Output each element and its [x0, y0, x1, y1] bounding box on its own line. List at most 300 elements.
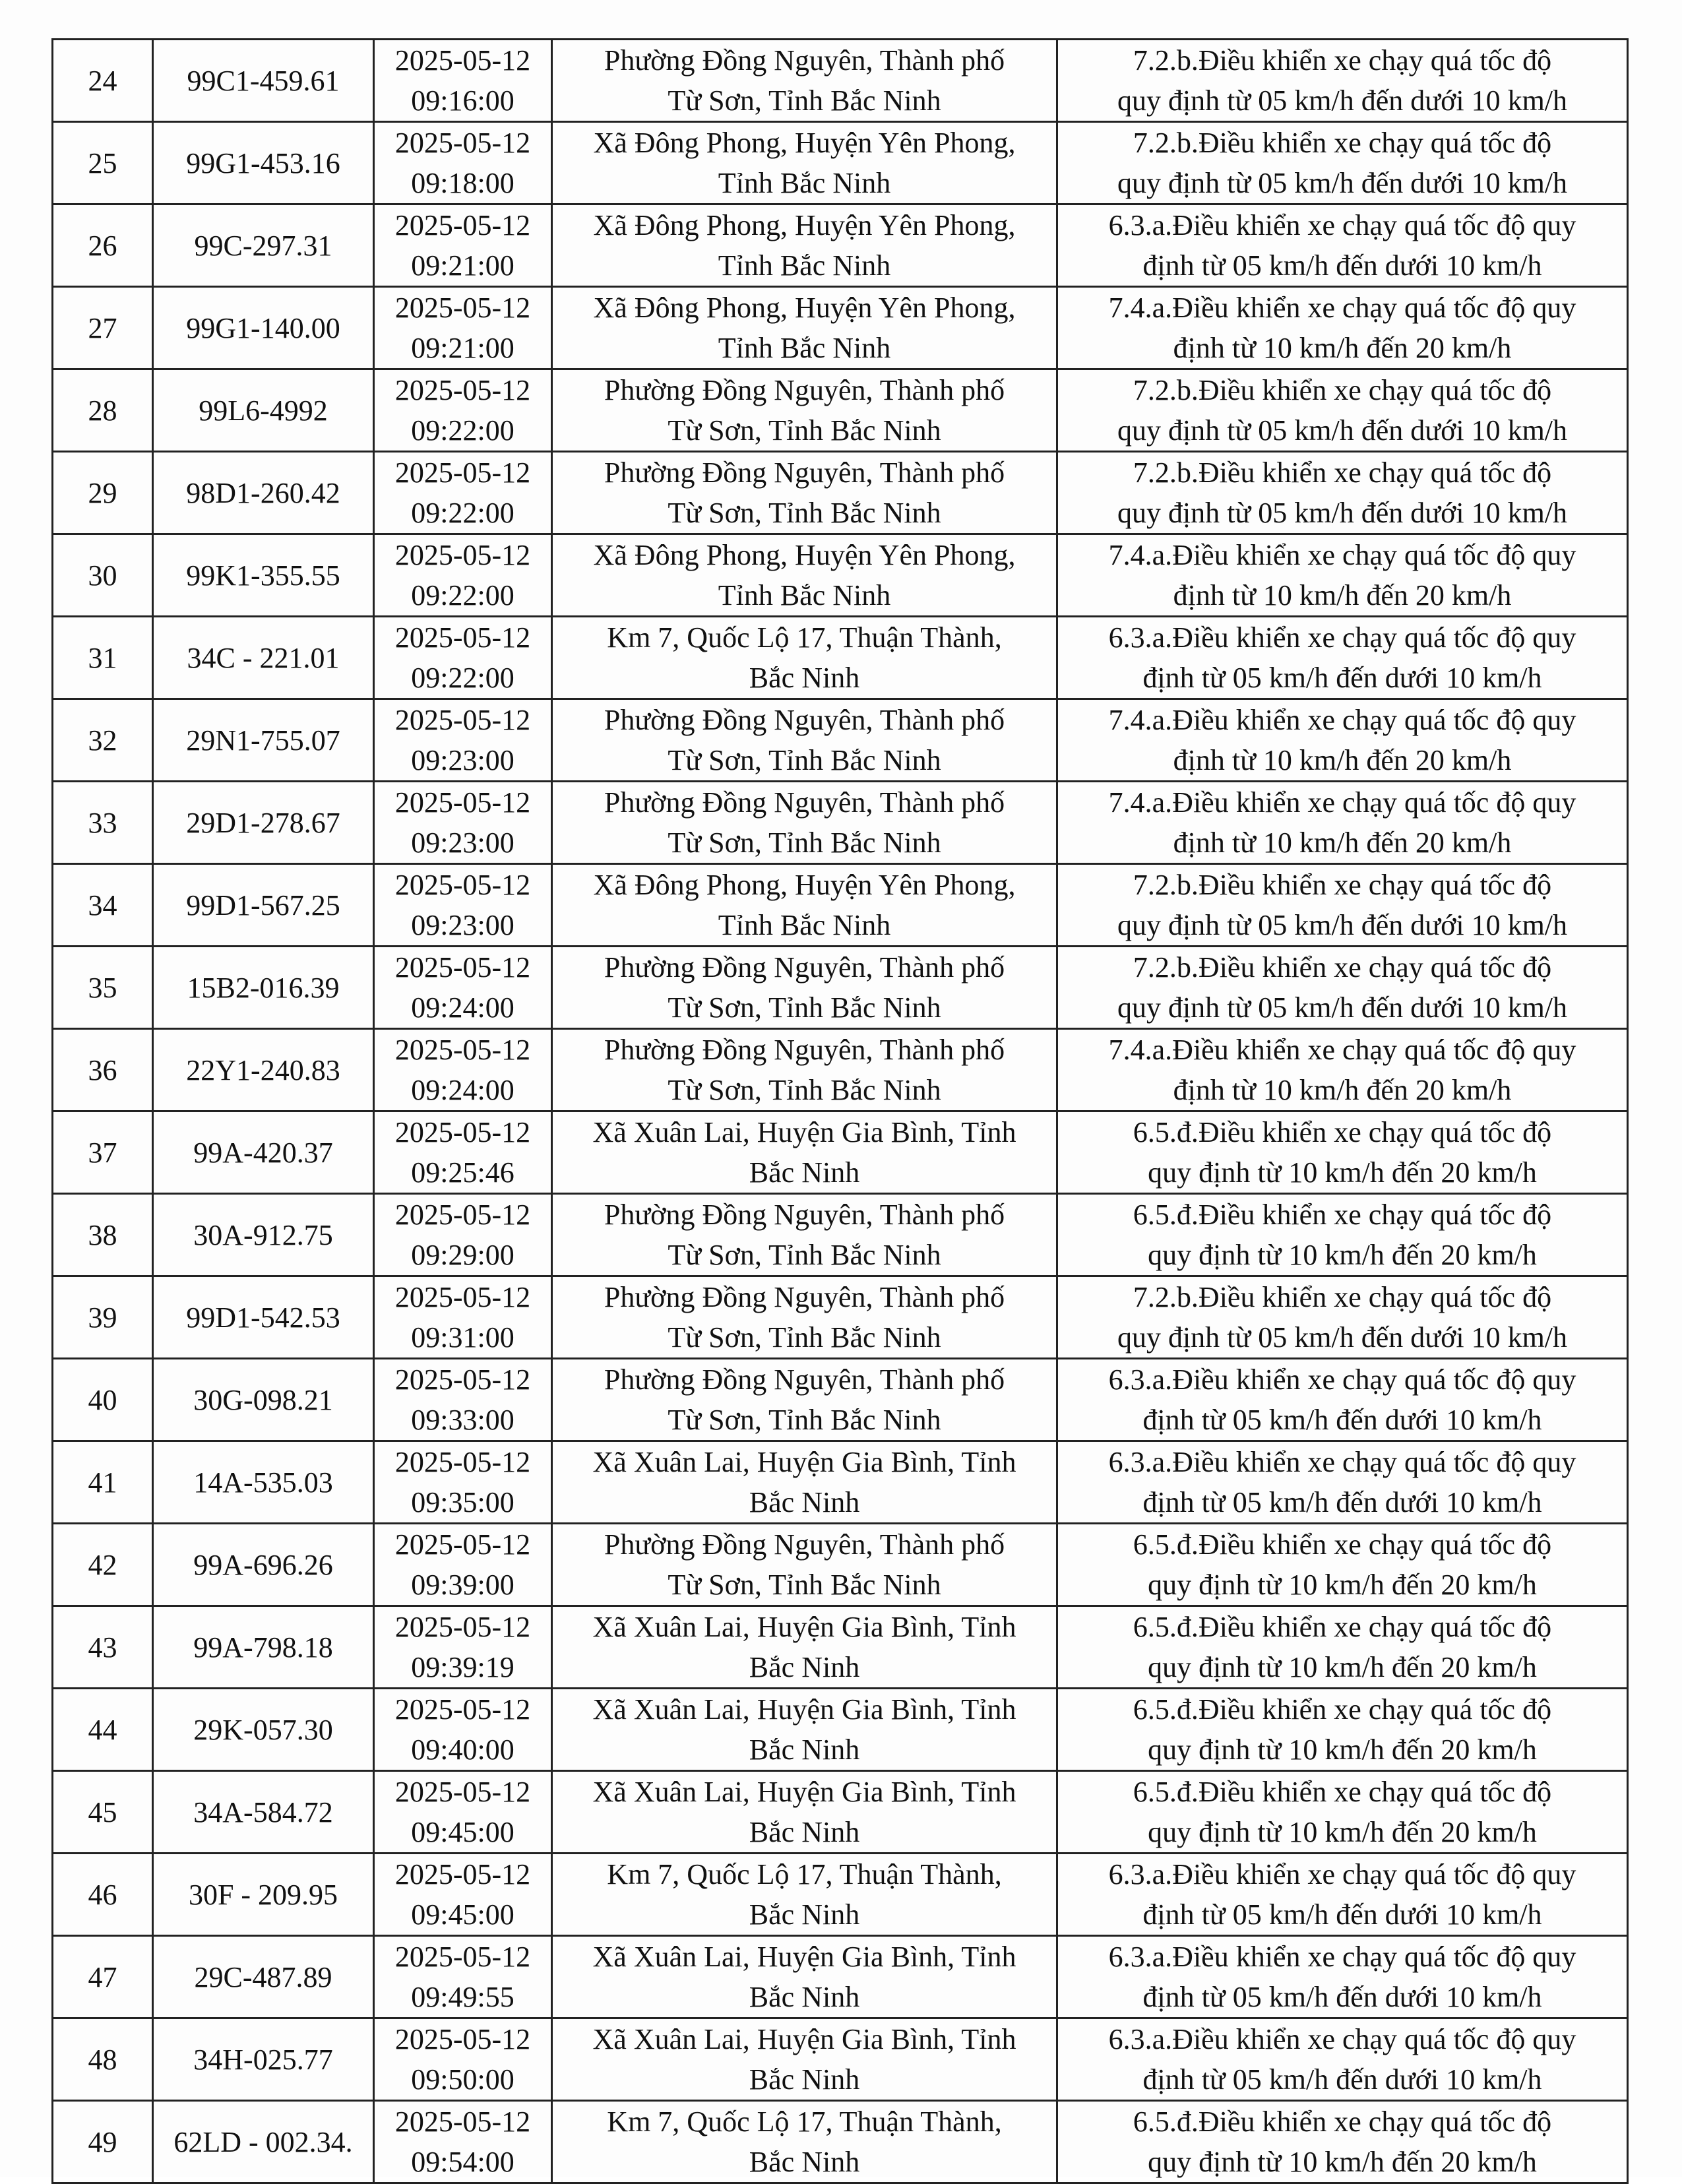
- row-number-cell: [53, 452, 153, 534]
- location-cell-text: Bắc Ninh: [749, 1733, 860, 1766]
- license-plate-cell: [153, 1111, 374, 1194]
- license-plate-cell-text: 29K-057.30: [193, 1713, 333, 1746]
- table-row: [53, 452, 1628, 534]
- timestamp-cell: [374, 1771, 552, 1854]
- row-number-cell-text: 49: [88, 2125, 117, 2158]
- location-cell: [552, 452, 1057, 534]
- license-plate-cell-text: 34A-584.72: [193, 1795, 333, 1828]
- license-plate-cell-text: 99A-696.26: [193, 1548, 333, 1581]
- violation-cell-text: 7.2.b.Điều khiển xe chạy quá tốc độ: [1133, 374, 1552, 406]
- location-cell: [552, 864, 1057, 947]
- license-plate-cell: [153, 947, 374, 1029]
- location-cell-text: Tỉnh Bắc Ninh: [718, 579, 891, 611]
- timestamp-cell-text: 2025-05-12: [394, 1858, 531, 1890]
- location-cell: [552, 1524, 1057, 1606]
- row-number-cell: [53, 2018, 153, 2101]
- timestamp-cell: [374, 1194, 552, 1276]
- location-cell-text: Km 7, Quốc Lộ 17, Thuận Thành,: [607, 2106, 1002, 2138]
- timestamp-cell-text: 09:39:00: [411, 1569, 514, 1601]
- location-cell-text: Bắc Ninh: [749, 2146, 860, 2178]
- license-plate-cell-text: 30F - 209.95: [188, 1878, 338, 1911]
- violations-table: [51, 38, 1629, 2184]
- row-number-cell-text: 36: [88, 1053, 117, 1086]
- timestamp-cell-text: 09:18:00: [411, 167, 514, 199]
- location-cell-text: Xã Xuân Lai, Huyện Gia Bình, Tỉnh: [592, 2023, 1016, 2055]
- table-row: [53, 1359, 1628, 1441]
- table-row: [53, 1276, 1628, 1359]
- violation-cell: [1057, 287, 1628, 369]
- location-cell: [552, 2101, 1057, 2183]
- row-number-cell: [53, 2101, 153, 2183]
- violation-cell-text: 6.5.đ.Điều khiển xe chạy quá tốc độ: [1133, 1611, 1552, 1643]
- row-number-cell-text: 29: [88, 476, 117, 509]
- row-number-cell-text: 25: [88, 146, 117, 179]
- location-cell-text: Từ Sơn, Tỉnh Bắc Ninh: [668, 827, 941, 859]
- location-cell: [552, 1606, 1057, 1689]
- violation-cell-text: định từ 05 km/h đến dưới 10 km/h: [1142, 2063, 1542, 2096]
- row-number-cell-text: 37: [88, 1136, 117, 1169]
- timestamp-cell-text: 2025-05-12: [394, 1446, 531, 1478]
- timestamp-cell: [374, 699, 552, 782]
- violation-cell: [1057, 1606, 1628, 1689]
- violation-cell-text: 6.5.đ.Điều khiển xe chạy quá tốc độ: [1133, 1776, 1552, 1808]
- location-cell: [552, 122, 1057, 204]
- location-cell: [552, 1936, 1057, 2018]
- violation-cell-text: quy định từ 10 km/h đến 20 km/h: [1148, 1239, 1537, 1271]
- license-plate-cell: [153, 1276, 374, 1359]
- row-number-cell-text: 45: [88, 1795, 117, 1828]
- location-cell-text: Bắc Ninh: [749, 1816, 860, 1848]
- timestamp-cell: [374, 1111, 552, 1194]
- violation-cell-text: 6.5.đ.Điều khiển xe chạy quá tốc độ: [1133, 1528, 1552, 1561]
- row-number-cell: [53, 1606, 153, 1689]
- timestamp-cell-text: 09:45:00: [411, 1898, 514, 1931]
- timestamp-cell: [374, 1689, 552, 1771]
- location-cell-text: Xã Đông Phong, Huyện Yên Phong,: [593, 292, 1016, 324]
- timestamp-cell: [374, 1936, 552, 2018]
- timestamp-cell: [374, 452, 552, 534]
- license-plate-cell: [153, 122, 374, 204]
- timestamp-cell-text: 2025-05-12: [394, 2106, 531, 2138]
- table-row: [53, 1441, 1628, 1524]
- timestamp-cell-text: 09:21:00: [411, 249, 514, 282]
- location-cell-text: Phường Đồng Nguyên, Thành phố: [604, 704, 1005, 736]
- location-cell: [552, 1276, 1057, 1359]
- timestamp-cell-text: 2025-05-12: [394, 44, 531, 77]
- timestamp-cell-text: 2025-05-12: [394, 951, 531, 983]
- violation-cell-text: quy định từ 05 km/h đến dưới 10 km/h: [1117, 84, 1568, 117]
- violation-cell-text: quy định từ 10 km/h đến 20 km/h: [1148, 2146, 1537, 2178]
- timestamp-cell-text: 09:22:00: [411, 414, 514, 447]
- violation-cell-text: 7.4.a.Điều khiển xe chạy quá tốc độ quy: [1108, 786, 1576, 819]
- license-plate-cell: [153, 699, 374, 782]
- license-plate-cell: [153, 534, 374, 617]
- violation-cell-text: quy định từ 05 km/h đến dưới 10 km/h: [1117, 414, 1568, 447]
- table-row: [53, 204, 1628, 287]
- location-cell-text: Từ Sơn, Tỉnh Bắc Ninh: [668, 1239, 941, 1271]
- license-plate-cell: [153, 287, 374, 369]
- license-plate-cell-text: 99D1-567.25: [186, 889, 340, 921]
- location-cell: [552, 369, 1057, 452]
- location-cell: [552, 1111, 1057, 1194]
- license-plate-cell: [153, 617, 374, 699]
- violation-cell-text: 7.4.a.Điều khiển xe chạy quá tốc độ quy: [1108, 704, 1576, 736]
- violation-cell-text: quy định từ 10 km/h đến 20 km/h: [1148, 1569, 1537, 1601]
- violation-cell-text: định từ 05 km/h đến dưới 10 km/h: [1142, 1981, 1542, 2013]
- license-plate-cell-text: 99G1-140.00: [186, 311, 340, 344]
- license-plate-cell-text: 30G-098.21: [193, 1383, 333, 1416]
- license-plate-cell-text: 99L6-4992: [199, 394, 328, 427]
- license-plate-cell: [153, 1029, 374, 1111]
- row-number-cell: [53, 947, 153, 1029]
- license-plate-cell-text: 98D1-260.42: [186, 476, 340, 509]
- location-cell-text: Phường Đồng Nguyên, Thành phố: [604, 1281, 1005, 1313]
- row-number-cell: [53, 534, 153, 617]
- row-number-cell-text: 42: [88, 1548, 117, 1581]
- violation-cell: [1057, 1194, 1628, 1276]
- row-number-cell: [53, 1524, 153, 1606]
- row-number-cell: [53, 1936, 153, 2018]
- license-plate-cell: [153, 2101, 374, 2183]
- timestamp-cell-text: 2025-05-12: [394, 1941, 531, 1973]
- violation-cell-text: 7.4.a.Điều khiển xe chạy quá tốc độ quy: [1108, 539, 1576, 571]
- timestamp-cell: [374, 864, 552, 947]
- violation-cell: [1057, 122, 1628, 204]
- timestamp-cell-text: 2025-05-12: [394, 786, 531, 819]
- row-number-cell: [53, 1276, 153, 1359]
- timestamp-cell: [374, 1276, 552, 1359]
- violation-cell: [1057, 947, 1628, 1029]
- location-cell: [552, 40, 1057, 122]
- row-number-cell: [53, 287, 153, 369]
- row-number-cell: [53, 1194, 153, 1276]
- table-row: [53, 1854, 1628, 1936]
- location-cell-text: Tỉnh Bắc Ninh: [718, 167, 891, 199]
- license-plate-cell: [153, 1936, 374, 2018]
- violation-cell-text: 7.2.b.Điều khiển xe chạy quá tốc độ: [1133, 127, 1552, 159]
- location-cell-text: Phường Đồng Nguyên, Thành phố: [604, 1528, 1005, 1561]
- row-number-cell-text: 32: [88, 724, 117, 757]
- location-cell: [552, 1854, 1057, 1936]
- violation-cell-text: định từ 05 km/h đến dưới 10 km/h: [1142, 1486, 1542, 1518]
- violation-cell-text: 6.3.a.Điều khiển xe chạy quá tốc độ quy: [1108, 209, 1576, 241]
- timestamp-cell-text: 09:22:00: [411, 579, 514, 611]
- location-cell: [552, 782, 1057, 864]
- timestamp-cell: [374, 1606, 552, 1689]
- license-plate-cell-text: 22Y1-240.83: [186, 1053, 340, 1086]
- license-plate-cell: [153, 864, 374, 947]
- timestamp-cell: [374, 2018, 552, 2101]
- timestamp-cell-text: 09:40:00: [411, 1733, 514, 1766]
- location-cell-text: Từ Sơn, Tỉnh Bắc Ninh: [668, 414, 941, 447]
- violation-cell-text: 6.5.đ.Điều khiển xe chạy quá tốc độ: [1133, 1199, 1552, 1231]
- table-row: [53, 617, 1628, 699]
- row-number-cell: [53, 1111, 153, 1194]
- location-cell-text: Xã Đông Phong, Huyện Yên Phong,: [593, 209, 1016, 241]
- location-cell-text: Bắc Ninh: [749, 2063, 860, 2096]
- license-plate-cell: [153, 1854, 374, 1936]
- license-plate-cell: [153, 782, 374, 864]
- timestamp-cell-text: 2025-05-12: [394, 1116, 531, 1148]
- timestamp-cell-text: 09:50:00: [411, 2063, 514, 2096]
- license-plate-cell-text: 29N1-755.07: [186, 724, 340, 757]
- violation-cell-text: 6.5.đ.Điều khiển xe chạy quá tốc độ: [1133, 1116, 1552, 1148]
- license-plate-cell: [153, 1771, 374, 1854]
- timestamp-cell-text: 2025-05-12: [394, 1034, 531, 1066]
- location-cell-text: Xã Xuân Lai, Huyện Gia Bình, Tỉnh: [592, 1611, 1016, 1643]
- violation-cell-text: 7.2.b.Điều khiển xe chạy quá tốc độ: [1133, 1281, 1552, 1313]
- timestamp-cell: [374, 122, 552, 204]
- row-number-cell: [53, 369, 153, 452]
- timestamp-cell: [374, 1029, 552, 1111]
- row-number-cell: [53, 1689, 153, 1771]
- row-number-cell-text: 38: [88, 1218, 117, 1251]
- license-plate-cell-text: 99C1-459.61: [187, 64, 340, 97]
- violation-cell: [1057, 1854, 1628, 1936]
- row-number-cell: [53, 40, 153, 122]
- license-plate-cell: [153, 1359, 374, 1441]
- location-cell-text: Từ Sơn, Tỉnh Bắc Ninh: [668, 84, 941, 117]
- table-row: [53, 122, 1628, 204]
- violation-cell-text: quy định từ 05 km/h đến dưới 10 km/h: [1117, 167, 1568, 199]
- license-plate-cell: [153, 1606, 374, 1689]
- timestamp-cell-text: 09:49:55: [411, 1981, 514, 2013]
- timestamp-cell-text: 09:23:00: [411, 909, 514, 941]
- table-row: [53, 1689, 1628, 1771]
- violation-cell: [1057, 534, 1628, 617]
- row-number-cell-text: 24: [88, 64, 117, 97]
- violation-cell: [1057, 1029, 1628, 1111]
- table-row: [53, 1194, 1628, 1276]
- timestamp-cell-text: 09:31:00: [411, 1321, 514, 1354]
- violation-cell-text: 6.3.a.Điều khiển xe chạy quá tốc độ quy: [1108, 1363, 1576, 1396]
- timestamp-cell-text: 2025-05-12: [394, 1693, 531, 1726]
- license-plate-cell-text: 29C-487.89: [194, 1960, 332, 1993]
- violation-cell-text: định từ 10 km/h đến 20 km/h: [1173, 744, 1512, 776]
- violation-cell: [1057, 2101, 1628, 2183]
- violation-cell: [1057, 1936, 1628, 2018]
- license-plate-cell: [153, 1194, 374, 1276]
- location-cell: [552, 2018, 1057, 2101]
- row-number-cell-text: 28: [88, 394, 117, 427]
- violation-cell-text: định từ 05 km/h đến dưới 10 km/h: [1142, 249, 1542, 282]
- location-cell-text: Phường Đồng Nguyên, Thành phố: [604, 1034, 1005, 1066]
- violation-cell-text: quy định từ 10 km/h đến 20 km/h: [1148, 1733, 1537, 1766]
- violation-cell-text: định từ 05 km/h đến dưới 10 km/h: [1142, 1898, 1542, 1931]
- violation-cell: [1057, 617, 1628, 699]
- violation-cell-text: quy định từ 05 km/h đến dưới 10 km/h: [1117, 1321, 1568, 1354]
- table-row: [53, 1029, 1628, 1111]
- row-number-cell-text: 47: [88, 1960, 117, 1993]
- row-number-cell-text: 41: [88, 1466, 117, 1499]
- violation-cell-text: 6.3.a.Điều khiển xe chạy quá tốc độ quy: [1108, 2023, 1576, 2055]
- timestamp-cell-text: 2025-05-12: [394, 1281, 531, 1313]
- location-cell-text: Từ Sơn, Tỉnh Bắc Ninh: [668, 744, 941, 776]
- table-row: [53, 2101, 1628, 2183]
- timestamp-cell-text: 09:24:00: [411, 1074, 514, 1106]
- timestamp-cell: [374, 782, 552, 864]
- license-plate-cell: [153, 369, 374, 452]
- timestamp-cell: [374, 287, 552, 369]
- license-plate-cell-text: 62LD - 002.34.: [173, 2125, 353, 2158]
- violation-cell-text: 6.5.đ.Điều khiển xe chạy quá tốc độ: [1133, 1693, 1552, 1726]
- table-row: [53, 699, 1628, 782]
- violation-cell: [1057, 864, 1628, 947]
- violation-cell: [1057, 699, 1628, 782]
- timestamp-cell-text: 2025-05-12: [394, 456, 531, 489]
- violation-cell: [1057, 1111, 1628, 1194]
- location-cell: [552, 1771, 1057, 1854]
- violation-cell-text: 7.2.b.Điều khiển xe chạy quá tốc độ: [1133, 456, 1552, 489]
- timestamp-cell: [374, 40, 552, 122]
- license-plate-cell-text: 30A-912.75: [193, 1218, 333, 1251]
- violation-cell-text: 6.3.a.Điều khiển xe chạy quá tốc độ quy: [1108, 621, 1576, 654]
- violation-cell: [1057, 452, 1628, 534]
- timestamp-cell-text: 09:16:00: [411, 84, 514, 117]
- row-number-cell-text: 46: [88, 1878, 117, 1911]
- license-plate-cell-text: 99G1-453.16: [186, 146, 340, 179]
- violation-cell: [1057, 204, 1628, 287]
- location-cell-text: Từ Sơn, Tỉnh Bắc Ninh: [668, 1569, 941, 1601]
- timestamp-cell-text: 2025-05-12: [394, 2023, 531, 2055]
- license-plate-cell-text: 34H-025.77: [193, 2043, 333, 2076]
- license-plate-cell-text: 15B2-016.39: [187, 971, 340, 1004]
- violation-cell-text: quy định từ 10 km/h đến 20 km/h: [1148, 1816, 1537, 1848]
- table-row: [53, 534, 1628, 617]
- location-cell-text: Xã Xuân Lai, Huyện Gia Bình, Tỉnh: [592, 1116, 1016, 1148]
- row-number-cell-text: 39: [88, 1301, 117, 1334]
- location-cell-text: Xã Đông Phong, Huyện Yên Phong,: [593, 539, 1016, 571]
- timestamp-cell: [374, 1524, 552, 1606]
- table-row: [53, 287, 1628, 369]
- license-plate-cell: [153, 1441, 374, 1524]
- row-number-cell-text: 43: [88, 1631, 117, 1664]
- location-cell-text: Phường Đồng Nguyên, Thành phố: [604, 1363, 1005, 1396]
- location-cell-text: Phường Đồng Nguyên, Thành phố: [604, 786, 1005, 819]
- row-number-cell-text: 48: [88, 2043, 117, 2076]
- timestamp-cell-text: 2025-05-12: [394, 1528, 531, 1561]
- timestamp-cell: [374, 1359, 552, 1441]
- location-cell: [552, 699, 1057, 782]
- timestamp-cell-text: 09:22:00: [411, 662, 514, 694]
- violation-cell-text: quy định từ 05 km/h đến dưới 10 km/h: [1117, 909, 1568, 941]
- timestamp-cell: [374, 369, 552, 452]
- location-cell-text: Phường Đồng Nguyên, Thành phố: [604, 951, 1005, 983]
- row-number-cell-text: 26: [88, 229, 117, 262]
- timestamp-cell-text: 2025-05-12: [394, 539, 531, 571]
- violation-cell: [1057, 1771, 1628, 1854]
- timestamp-cell: [374, 617, 552, 699]
- timestamp-cell: [374, 1854, 552, 1936]
- license-plate-cell-text: 14A-535.03: [193, 1466, 333, 1499]
- timestamp-cell-text: 09:25:46: [411, 1156, 514, 1189]
- violation-cell-text: 7.2.b.Điều khiển xe chạy quá tốc độ: [1133, 44, 1552, 77]
- location-cell-text: Tỉnh Bắc Ninh: [718, 909, 891, 941]
- timestamp-cell-text: 2025-05-12: [394, 127, 531, 159]
- location-cell-text: Xã Đông Phong, Huyện Yên Phong,: [593, 127, 1016, 159]
- violation-cell: [1057, 2018, 1628, 2101]
- location-cell: [552, 1441, 1057, 1524]
- location-cell-text: Bắc Ninh: [749, 1898, 860, 1931]
- violation-cell-text: 7.2.b.Điều khiển xe chạy quá tốc độ: [1133, 951, 1552, 983]
- timestamp-cell-text: 09:54:00: [411, 2146, 514, 2178]
- timestamp-cell-text: 09:35:00: [411, 1486, 514, 1518]
- violation-cell: [1057, 1441, 1628, 1524]
- license-plate-cell-text: 29D1-278.67: [186, 806, 340, 839]
- violation-cell-text: quy định từ 05 km/h đến dưới 10 km/h: [1117, 497, 1568, 529]
- table-row: [53, 1606, 1628, 1689]
- location-cell-text: Phường Đồng Nguyên, Thành phố: [604, 44, 1005, 77]
- row-number-cell-text: 34: [88, 889, 117, 921]
- location-cell-text: Bắc Ninh: [749, 1981, 860, 2013]
- violation-cell: [1057, 1689, 1628, 1771]
- location-cell-text: Từ Sơn, Tỉnh Bắc Ninh: [668, 1074, 941, 1106]
- timestamp-cell-text: 2025-05-12: [394, 1199, 531, 1231]
- location-cell-text: Km 7, Quốc Lộ 17, Thuận Thành,: [607, 1858, 1002, 1890]
- timestamp-cell-text: 2025-05-12: [394, 1363, 531, 1396]
- location-cell: [552, 617, 1057, 699]
- license-plate-cell-text: 99C-297.31: [194, 229, 332, 262]
- location-cell-text: Từ Sơn, Tỉnh Bắc Ninh: [668, 1404, 941, 1436]
- location-cell-text: Bắc Ninh: [749, 662, 860, 694]
- violation-cell-text: quy định từ 10 km/h đến 20 km/h: [1148, 1651, 1537, 1683]
- violation-cell-text: định từ 10 km/h đến 20 km/h: [1173, 332, 1512, 364]
- location-cell-text: Xã Xuân Lai, Huyện Gia Bình, Tỉnh: [592, 1941, 1016, 1973]
- timestamp-cell-text: 2025-05-12: [394, 621, 531, 654]
- location-cell: [552, 1359, 1057, 1441]
- timestamp-cell-text: 09:24:00: [411, 991, 514, 1024]
- violation-cell-text: 7.4.a.Điều khiển xe chạy quá tốc độ quy: [1108, 292, 1576, 324]
- violations-table-body: [53, 40, 1628, 2183]
- location-cell-text: Km 7, Quốc Lộ 17, Thuận Thành,: [607, 621, 1002, 654]
- row-number-cell: [53, 1771, 153, 1854]
- timestamp-cell-text: 2025-05-12: [394, 209, 531, 241]
- location-cell-text: Từ Sơn, Tỉnh Bắc Ninh: [668, 1321, 941, 1354]
- violation-cell-text: quy định từ 05 km/h đến dưới 10 km/h: [1117, 991, 1568, 1024]
- location-cell-text: Xã Đông Phong, Huyện Yên Phong,: [593, 869, 1016, 901]
- timestamp-cell-text: 09:45:00: [411, 1816, 514, 1848]
- location-cell-text: Phường Đồng Nguyên, Thành phố: [604, 374, 1005, 406]
- violation-cell: [1057, 1359, 1628, 1441]
- row-number-cell: [53, 1854, 153, 1936]
- license-plate-cell-text: 99A-798.18: [193, 1631, 333, 1664]
- location-cell-text: Phường Đồng Nguyên, Thành phố: [604, 1199, 1005, 1231]
- license-plate-cell-text: 34C - 221.01: [187, 641, 340, 674]
- violation-cell: [1057, 1524, 1628, 1606]
- license-plate-cell: [153, 1524, 374, 1606]
- location-cell-text: Xã Xuân Lai, Huyện Gia Bình, Tỉnh: [592, 1446, 1016, 1478]
- table-row: [53, 782, 1628, 864]
- timestamp-cell-text: 2025-05-12: [394, 374, 531, 406]
- row-number-cell: [53, 1441, 153, 1524]
- timestamp-cell: [374, 2101, 552, 2183]
- timestamp-cell-text: 09:22:00: [411, 497, 514, 529]
- row-number-cell: [53, 864, 153, 947]
- location-cell-text: Phường Đồng Nguyên, Thành phố: [604, 456, 1005, 489]
- timestamp-cell-text: 09:21:00: [411, 332, 514, 364]
- row-number-cell-text: 40: [88, 1383, 117, 1416]
- location-cell: [552, 1194, 1057, 1276]
- row-number-cell: [53, 1359, 153, 1441]
- violation-cell-text: 6.3.a.Điều khiển xe chạy quá tốc độ quy: [1108, 1446, 1576, 1478]
- violation-cell: [1057, 782, 1628, 864]
- location-cell-text: Xã Xuân Lai, Huyện Gia Bình, Tỉnh: [592, 1776, 1016, 1808]
- location-cell: [552, 1029, 1057, 1111]
- table-row: [53, 1936, 1628, 2018]
- timestamp-cell-text: 2025-05-12: [394, 869, 531, 901]
- row-number-cell-text: 33: [88, 806, 117, 839]
- timestamp-cell-text: 09:29:00: [411, 1239, 514, 1271]
